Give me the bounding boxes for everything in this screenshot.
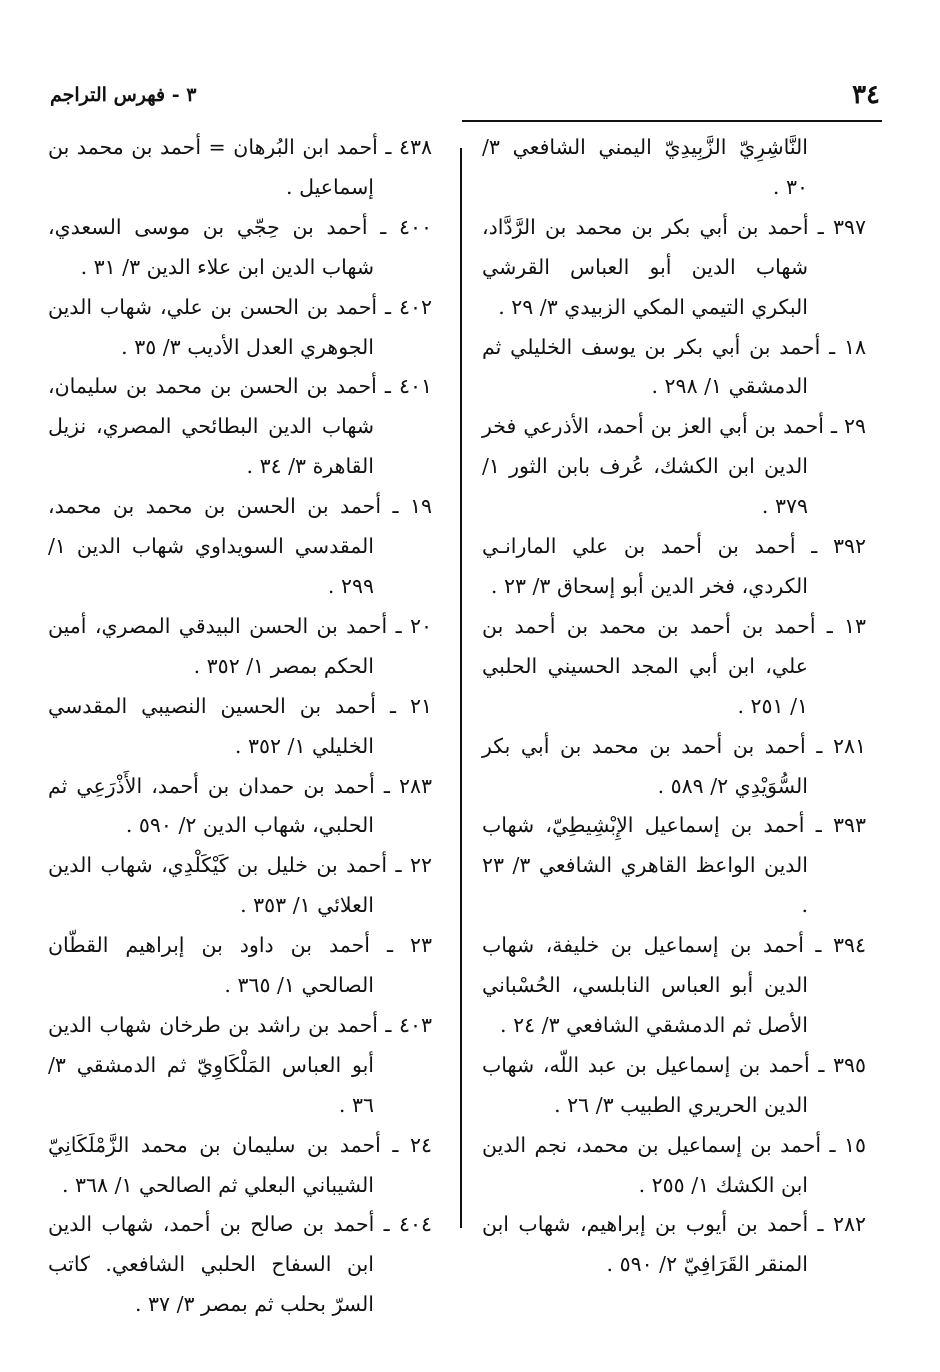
index-entry: ٢٨١ ـ أحمد بن أحمد بن محمد بن أبي بكر السُّوَيْدِي ٢/ ٥٨٩ .	[482, 733, 866, 798]
index-entry: ٢٢ ـ أحمد بن خليل بن كَيْكَلْدِي، شهاب الدين العلائي ١/ ٣٥٣ .	[48, 853, 432, 918]
page-header	[50, 80, 880, 120]
index-entry: ٣٩٣ ـ أحمد بن إسماعيل الإِبْشِيطِيّ، شهاب الدين الواعظ القاهري الشافعي ٣/ ٢٣ .	[482, 813, 866, 918]
index-entry: ١٣ ـ أحمد بن أحمد بن محمد بن أحمد بن علي، ابن أبي المجد الحسيني الحلبي ١/ ٢٥١ .	[482, 613, 866, 718]
index-entry: ٤٠٠ ـ أحمد بن حِجّي بن موسى السعدي، شهاب الدين ابن علاء الدين ٣/ ٣١ .	[48, 214, 432, 279]
index-entry: ٢٣ ـ أحمد بن داود بن إبراهيم القطّان الصالحي ١/ ٣٦٥ .	[48, 933, 432, 998]
header-rule	[462, 120, 882, 122]
column-divider	[460, 148, 462, 1228]
page-number: ٣٤	[852, 80, 880, 110]
right-column	[482, 128, 866, 1285]
index-entry: ٢٤ ـ أحمد بن سليمان بن محمد الزَّمْلَكَانِيّ الشيباني البعلي ثم الصالحي ١/ ٣٦٨ .	[48, 1132, 432, 1197]
index-entry: ٤٠٤ ـ أحمد بن صالح بن أحمد، شهاب الدين ابن السفاح الحلبي الشافعي. كاتب السرّ بحلب ثم بمصر ٣/ ٣٧ .	[48, 1212, 432, 1317]
left-column	[48, 128, 432, 1325]
index-entry: النَّاشِرِيّ الزَّبِيدِيّ اليمني الشافعي ٣/ ٣٠ .	[482, 135, 808, 199]
index-entry: ٢١ ـ أحمد بن الحسين النصيبي المقدسي الخليلي ١/ ٣٥٢ .	[48, 693, 432, 758]
index-entry: ٣٩٤ ـ أحمد بن إسماعيل بن خليفة، شهاب الدين أبو العباس النابلسي، الحُسْباني الأصل ثم الدمشقي الشافعي ٣/ ٢٤ .	[482, 933, 866, 1037]
index-entry: ٢٨٣ ـ أحمد بن حمدان بن أحمد، الأَذْرَعِي ثم الحلبي، شهاب الدين ٢/ ٥٩٠ .	[48, 773, 432, 838]
index-entry: ٣٩٥ ـ أحمد بن إسماعيل بن عبد اللّه، شهاب الدين الحريري الطبيب ٣/ ٢٦ .	[482, 1052, 866, 1117]
index-entry: ٤٣٨ ـ أحمد ابن البُرهان = أحمد بن محمد بن إسماعيل .	[48, 135, 432, 199]
index-entry: ٢٩ ـ أحمد بن أبي العز بن أحمد، الأذرعي فخر الدين ابن الكشك، عُرف بابن الثور ١/ ٣٧٩ .	[482, 414, 866, 519]
index-entry: ٤٠١ ـ أحمد بن الحسن بن محمد بن سليمان، شهاب الدين البطائحي المصري، نزيل القاهرة ٣/ ٣٤ .	[48, 374, 432, 479]
running-title: ٣ - فهرس التراجم	[50, 84, 197, 106]
index-entry: ٤٠٢ ـ أحمد بن الحسن بن علي، شهاب الدين الجوهري العدل الأديب ٣/ ٣٥ .	[48, 294, 432, 359]
index-entry: ١٨ ـ أحمد بن أبي بكر بن يوسف الخليلي ثم الدمشقي ١/ ٢٩٨ .	[482, 334, 866, 399]
index-entry: ٢٨٢ ـ أحمد بن أيوب بن إبراهيم، شهاب ابن المنقر القَرَافِيّ ٢/ ٥٩٠ .	[482, 1212, 866, 1277]
index-entry: ٤٠٣ ـ أحمد بن راشد بن طرخان شهاب الدين أبو العباس المَلْكَاوِيّ ثم الدمشقي ٣/ ٣٦ .	[48, 1012, 432, 1117]
index-entry: ٣٩٢ ـ أحمد بن أحمد بن علي المارانـي الكردي، فخر الدين أبو إسحاق ٣/ ٢٣ .	[482, 534, 866, 598]
index-entry: ١٩ ـ أحمد بن الحسن بن محمد بن محمد، المقدسي السويداوي شهاب الدين ١/ ٢٩٩ .	[48, 494, 432, 598]
index-entry: ٣٩٧ ـ أحمد بن أبي بكر بن محمد بن الرَّدَّاد، شهاب الدين أبو العباس القرشي البكري التيمي المكي الزبيدي ٣/ ٢٩ .	[482, 214, 866, 319]
index-entry: ٢٠ ـ أحمد بن الحسن البيدقي المصري، أمين الحكم بمصر ١/ ٣٥٢ .	[48, 613, 432, 678]
index-entry: ١٥ ـ أحمد بن إسماعيل بن محمد، نجم الدين ابن الكشك ١/ ٢٥٥ .	[482, 1132, 866, 1197]
